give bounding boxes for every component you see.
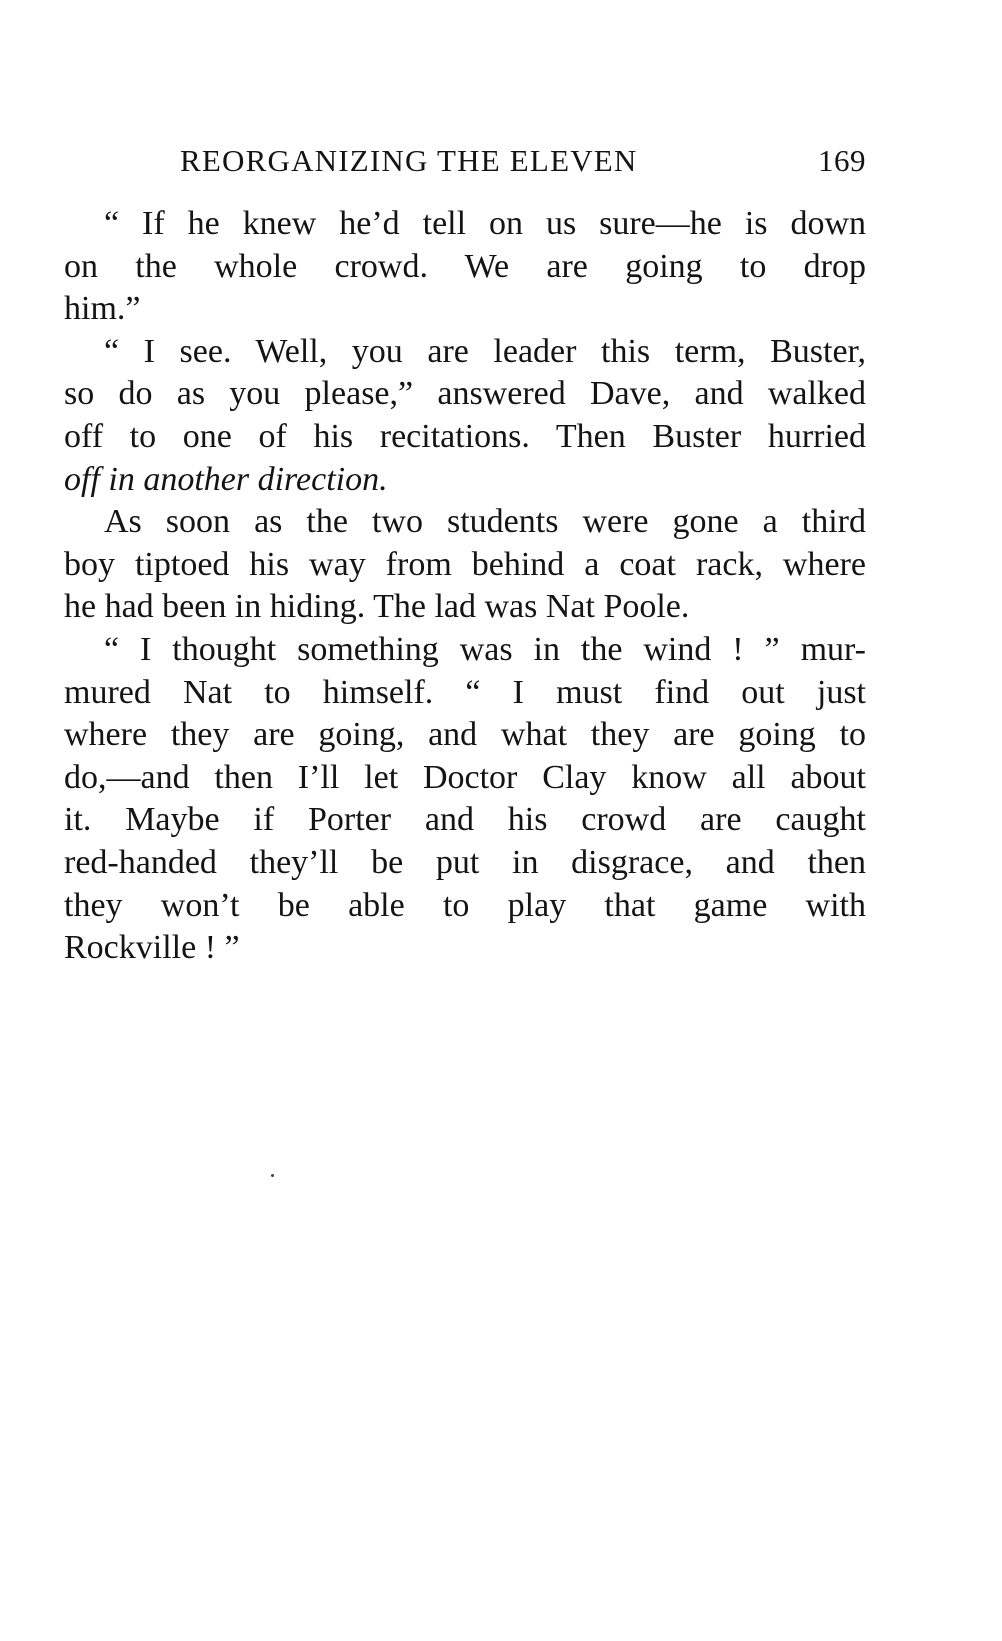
text-line: off in another direction. [64,460,388,498]
page-number: 169 [818,143,866,178]
text-line: where they are going, and what they are going to [64,716,866,754]
text-line: red-handed they’ll be put in disgrace, and then [64,843,866,881]
text-line: do,—and then I’ll let Doctor Clay know all about [64,758,866,796]
text-line: so do as you please,” answered Dave, and walked [64,375,866,413]
text-line: him.” [64,290,141,328]
text-line: off to one of his recitations. Then Buster hurried [64,417,866,455]
body-text [64,203,866,970]
text-line: boy tiptoed his way from behind a coat rack, where [64,545,866,583]
text-line: As soon as the two students were gone a third [104,503,866,541]
text-line: mured Nat to himself. “ I must find out just [64,673,866,711]
text-line: on the whole crowd. We are going to drop [64,247,866,285]
text-line: “ I thought something was in the wind ! ” mur- [104,630,866,668]
text-line: “ I see. Well, you are leader this term, Buster, [104,332,866,370]
text-line: “ If he knew he’d tell on us sure—he is down [104,205,866,242]
running-head [64,143,866,183]
text-line: he had been in hiding. The lad was Nat Poole. [64,588,690,626]
running-title: REORGANIZING THE ELEVEN [180,143,638,178]
text-line: it. Maybe if Porter and his crowd are caught [64,801,866,839]
text-line: they won’t be able to play that game with [64,886,866,924]
text-line: Rockville ! ” [64,929,240,967]
ink-speck [270,1173,274,1177]
